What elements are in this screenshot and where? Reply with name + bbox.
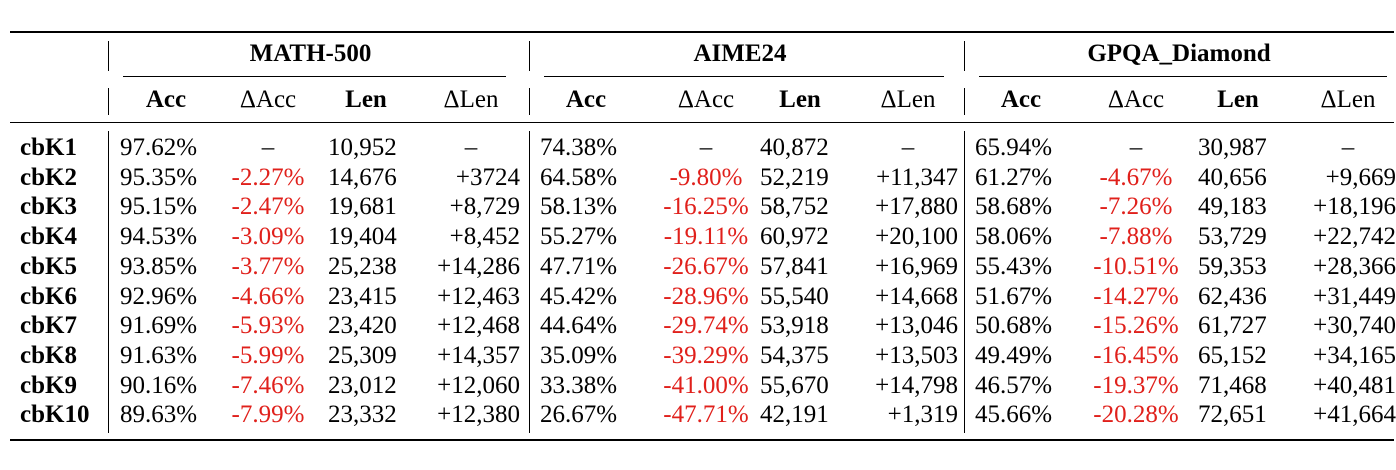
table-cell: -2.47% <box>231 193 305 221</box>
table-cell: +20,100 <box>875 223 958 251</box>
table-cell: -10.51% <box>1093 252 1179 280</box>
table-cell: 71,468 <box>1198 371 1267 399</box>
column-header: ΔAcc <box>677 86 735 113</box>
table-cell: 19,404 <box>328 223 397 251</box>
table-cell: 40,872 <box>760 134 829 161</box>
column-header: ΔAcc <box>1107 86 1165 113</box>
header-rule <box>10 122 1394 123</box>
table-cell: 14,676 <box>328 163 397 191</box>
row-label: cbK6 <box>20 282 77 310</box>
table-cell: 54,375 <box>760 341 829 369</box>
table-cell: 58.13% <box>540 193 618 221</box>
table-cell: 23,012 <box>328 371 397 399</box>
table-cell: 52,219 <box>760 163 829 191</box>
table-cell: +14,286 <box>437 252 520 280</box>
table-cell: +17,880 <box>875 193 958 221</box>
column-header: ΔLen <box>1320 86 1376 113</box>
table-cell: -19.11% <box>663 223 749 251</box>
table-cell: 58,752 <box>760 193 829 221</box>
table-cell: -7.46% <box>231 371 305 399</box>
table-cell: +16,969 <box>875 252 958 280</box>
table-cell: 33.38% <box>540 371 618 399</box>
table-cell: 91.63% <box>120 341 198 369</box>
column-header: Len <box>1217 86 1259 113</box>
table-cell: +1,319 <box>887 401 958 429</box>
table-cell: +14,357 <box>437 341 520 369</box>
table-cell: +28,366 <box>1313 252 1396 280</box>
row-label: cbK2 <box>20 163 77 191</box>
table-cell: +14,668 <box>875 282 958 310</box>
table-cell: -4.67% <box>1099 163 1173 191</box>
table-cell: -9.80% <box>669 163 743 191</box>
table-cell: 51.67% <box>975 282 1053 310</box>
table-cell: -3.09% <box>231 223 305 251</box>
table-cell: 58.68% <box>975 193 1053 221</box>
header-vsep <box>964 41 965 71</box>
table-cell: +11,347 <box>876 163 958 191</box>
table-cell: 26.67% <box>540 401 618 429</box>
table-cell: 62,436 <box>1198 282 1267 310</box>
table-cell: +3724 <box>455 163 520 191</box>
table-cell: – <box>901 134 915 161</box>
table-cell: 61,727 <box>1198 312 1267 340</box>
table-cell: -28.96% <box>663 282 749 310</box>
table-cell: +12,463 <box>437 282 520 310</box>
table-cell: 53,729 <box>1198 223 1267 251</box>
row-label: cbK10 <box>20 401 90 429</box>
table-cell: +34,165 <box>1313 341 1396 369</box>
table-cell: 59,353 <box>1198 252 1267 280</box>
table-cell: -26.67% <box>663 252 749 280</box>
table-cell: -7.88% <box>1099 223 1173 251</box>
table-cell: 49.49% <box>975 341 1053 369</box>
table-cell: 55.43% <box>975 252 1053 280</box>
table-cell: 55,540 <box>760 282 829 310</box>
body-vsep <box>108 131 109 433</box>
bottom-rule <box>10 439 1394 441</box>
table-cell: 25,309 <box>328 341 397 369</box>
table-cell: 72,651 <box>1198 401 1267 429</box>
table-cell: 58.06% <box>975 223 1053 251</box>
table-cell: 65,152 <box>1198 341 1267 369</box>
table-cell: 10,952 <box>328 134 397 161</box>
table-cell: -3.77% <box>231 252 305 280</box>
table-cell: 89.63% <box>120 401 198 429</box>
row-label: cbK7 <box>20 312 77 340</box>
table-cell: -20.28% <box>1093 401 1179 429</box>
table-cell: +13,046 <box>875 312 958 340</box>
table-cell: 91.69% <box>120 312 198 340</box>
group-header: AIME24 <box>693 40 787 67</box>
table-cell: 45.66% <box>975 401 1053 429</box>
header-vsep <box>529 41 530 71</box>
table-cell: 64.58% <box>540 163 618 191</box>
group-cmidrule <box>123 76 506 77</box>
group-header: MATH-500 <box>249 40 372 67</box>
column-header: Len <box>779 86 821 113</box>
row-label: cbK8 <box>20 341 77 369</box>
table-cell: +41,664 <box>1313 401 1396 429</box>
row-label: cbK3 <box>20 193 77 221</box>
table-cell: 65.94% <box>975 134 1053 161</box>
table-cell: -16.25% <box>663 193 749 221</box>
group-cmidrule <box>979 76 1387 77</box>
table-cell: 30,987 <box>1198 134 1267 161</box>
table-cell: +8,729 <box>449 193 520 221</box>
table-cell: 50.68% <box>975 312 1053 340</box>
table-cell: -39.29% <box>663 341 749 369</box>
header-vsep <box>529 88 530 115</box>
table-cell: -41.00% <box>663 371 749 399</box>
table-cell: +12,468 <box>437 312 520 340</box>
table-cell: -2.27% <box>231 163 305 191</box>
table-cell: +40,481 <box>1313 371 1396 399</box>
row-label: cbK9 <box>20 371 77 399</box>
table-cell: 42,191 <box>760 401 829 429</box>
table-cell: 55,670 <box>760 371 829 399</box>
table-cell: 25,238 <box>328 252 397 280</box>
table-cell: 46.57% <box>975 371 1053 399</box>
table-cell: -19.37% <box>1093 371 1179 399</box>
table-cell: 19,681 <box>328 193 397 221</box>
body-vsep <box>964 131 965 433</box>
group-cmidrule <box>544 76 944 77</box>
table-cell: 35.09% <box>540 341 618 369</box>
table-cell: +18,196 <box>1313 193 1396 221</box>
table-cell: 92.96% <box>120 282 198 310</box>
table-cell: – <box>1129 134 1143 161</box>
table-cell: +22,742 <box>1313 223 1396 251</box>
column-header: ΔLen <box>880 86 936 113</box>
table-cell: 23,420 <box>328 312 397 340</box>
header-vsep <box>108 88 109 115</box>
table-cell: +12,380 <box>437 401 520 429</box>
table-cell: 95.35% <box>120 163 198 191</box>
table-cell: +30,740 <box>1313 312 1396 340</box>
table-cell: – <box>1341 134 1355 161</box>
table-cell: -5.99% <box>231 341 305 369</box>
column-header: Acc <box>145 86 187 113</box>
table-cell: -15.26% <box>1093 312 1179 340</box>
body-vsep <box>529 131 530 433</box>
table-cell: 61.27% <box>975 163 1053 191</box>
header-vsep <box>108 41 109 71</box>
table-cell: 47.71% <box>540 252 618 280</box>
table-cell: 60,972 <box>760 223 829 251</box>
table-cell: +14,798 <box>875 371 958 399</box>
table-cell: -4.66% <box>231 282 305 310</box>
column-header: Len <box>345 86 387 113</box>
table-cell: 23,415 <box>328 282 397 310</box>
table-cell: -29.74% <box>663 312 749 340</box>
table-cell: 40,656 <box>1198 163 1267 191</box>
table-cell: – <box>699 134 713 161</box>
table-cell: 44.64% <box>540 312 618 340</box>
column-header: ΔAcc <box>239 86 297 113</box>
table-cell: -7.26% <box>1099 193 1173 221</box>
table-cell: +31,449 <box>1313 282 1396 310</box>
table-cell: 90.16% <box>120 371 198 399</box>
table-cell: 57,841 <box>760 252 829 280</box>
column-header: Acc <box>565 86 607 113</box>
top-rule <box>10 31 1394 33</box>
row-label: cbK5 <box>20 252 77 280</box>
table-cell: 53,918 <box>760 312 829 340</box>
table-cell: -5.93% <box>231 312 305 340</box>
table-cell: – <box>261 134 275 161</box>
table-cell: 23,332 <box>328 401 397 429</box>
table-cell: 93.85% <box>120 252 198 280</box>
table-cell: 95.15% <box>120 193 198 221</box>
table-cell: +12,060 <box>437 371 520 399</box>
column-header: Acc <box>1000 86 1042 113</box>
table-cell: 45.42% <box>540 282 618 310</box>
header-vsep <box>964 88 965 115</box>
table-cell: 55.27% <box>540 223 618 251</box>
table-cell: 97.62% <box>120 134 198 161</box>
table-cell: -47.71% <box>663 401 749 429</box>
table-cell: -7.99% <box>231 401 305 429</box>
row-label: cbK4 <box>20 223 77 251</box>
table-cell: 94.53% <box>120 223 198 251</box>
table-cell: +8,452 <box>449 223 520 251</box>
table-cell: 74.38% <box>540 134 618 161</box>
row-label: cbK1 <box>20 134 77 161</box>
table-cell: -16.45% <box>1093 341 1179 369</box>
table-cell: -14.27% <box>1093 282 1179 310</box>
table-cell: – <box>464 134 478 161</box>
table-cell: 49,183 <box>1198 193 1267 221</box>
group-header: GPQA_Diamond <box>1087 40 1271 67</box>
column-header: ΔLen <box>443 86 499 113</box>
table-cell: +9,669 <box>1325 163 1396 191</box>
table-cell: +13,503 <box>875 341 958 369</box>
